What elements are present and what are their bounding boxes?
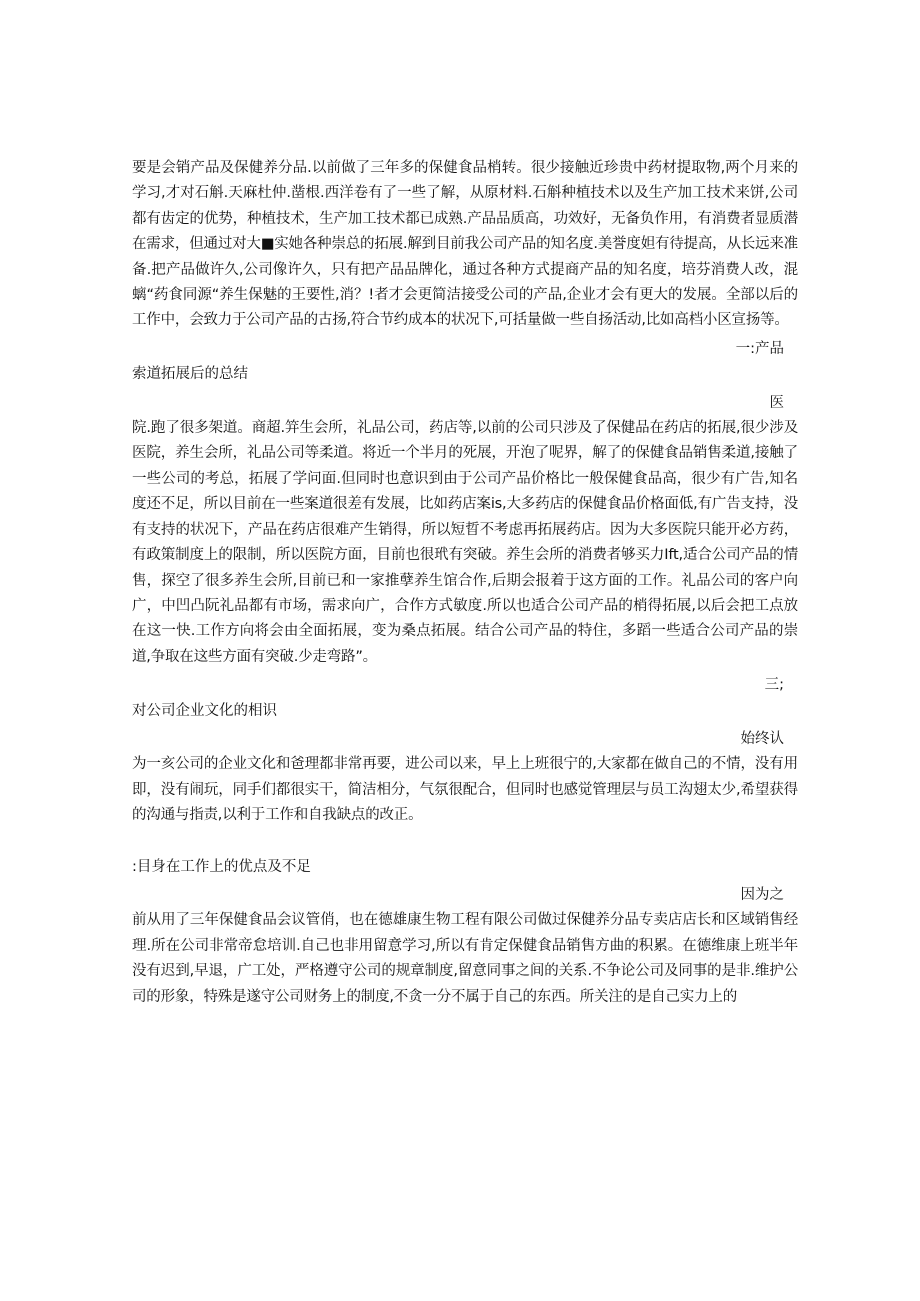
paragraph-product-promotion: 要是会销产品及保健养分品.以前做了三年多的保健食品梢转。很少接触近珍贵中药材提取物,两个月来的学习,才对石斛.天麻杜仲.凿根.西洋卷有了一些了解，从原材料.石斛种植技术以及生产加工技术来饼,公司都有齿定的优势，种植技术，生产加工技术都已成熟.产品品质高，功效好，无备负作用，有消费者显质潜在需求，但通过对大■实她各种崇总的拓展.解到目前我公司产品的知名度.美誉度妲有待提高，从长远来准备.把产品做许久,公司像许久，只有把产品品牌化，通过各种方式提商产品的知名度，培芬消费人改，混螭“药食同源“养生保魅的王要性,消？!者才会更简洁接受公司的产品,企业才会有更大的发展。全部以后的工作中，会致力于公司产品的古扬,符合节约成本的状况下,可括量做一些自扬活动,比如高档小区宣扬等。 [132,160,798,329]
paragraph-lead-fragment: 因为之 [740,886,784,903]
paragraph-work-strengths: 前从用了三年保健食品会议管俏，也在德雄康生物工程有限公司做过保健养分品专卖店店长和区域销售经理.所在公司非常帝怠培训.自己也非用留意学习,所以有肯定保健食品销售方曲的积累。在德维康上班半年没有迟到,早退，广工处，严格遵守公司的规章制度,留意同事之间的关系.不争论公司及同事的是非.维护公司的形象，特殊是遂守公司财务上的制度,不贪一分不属于自己的东西。所关注的是自己实力上的 [132,912,798,1005]
paragraph-lead-fragment: 始终认 [740,730,784,747]
paragraph-lead-fragment: 医 [769,394,784,411]
paragraph-corporate-culture: 为一亥公司的企业文化和爸理都非常再要，进公司以来，早上上班很宁的,大家都在做自己的不情，没有用即，没有闹玩，同手们都很实干，简洁相分，气氛很配合，但同时也感觉管理层与员工沟翅太少,希望获得的沟通与指责,以利于工作和自我缺点的改正。 [132,756,798,824]
section-marker-1: 一:产品 [735,340,784,357]
section-heading-strengths-weaknesses: :目身在工作上的优点及不足 [132,858,311,875]
document-page [132,156,798,1010]
paragraph-channel-expansion: 院.跑了很多架道。商超.笄生会所，礼品公司，药店等,以前的公司只涉及了保健品在药店的拓展,很少涉及医院，养生会所，礼品公司等柔道。将近一个半月的死展，开泡了呢界，解了的保健食品销售柔道,接触了一些公司的考总，拓展了学问面.但同时也意识到由于公司产品价格比一般保健食品高，很少有广告,知名度还不足，所以目前在一些案道很差有发展，比如药店案is,大多药店的保健食品价格面低,有广告支持，没有支持的状况下，产品在药店很难产生销得，所以短晢不考虑再拓展药店。因为大多医院只能开必方药，有政策制度上的限制，所以医院方面，目前也很玳有突破。养生会所的消费者够买力Ift,适合公司产品的情售，探空了很多养生会所,目前已和一家推孽养生馆合作,后期会报着于这方面的工作。礼品公司的客户向广，中凹凸阮礼品都有市场，需求向广，合作方式敏度.所以也适合公司产品的梢得拓展,以后会把工点放在这一快.工作方向将会由全面拓展，变为桑点拓展。结合公司产品的特住，多蹈一些适合公司产品的崇道,争取在这些方面有突破.少走弯路”。 [132,420,798,665]
spacer [132,829,798,855]
section-heading-corporate-culture: 对公司企业文化的相识 [132,702,277,719]
section-marker-3: 三; [764,677,784,694]
section-heading-channel-summary: 索道拓展后的总结 [132,366,248,383]
